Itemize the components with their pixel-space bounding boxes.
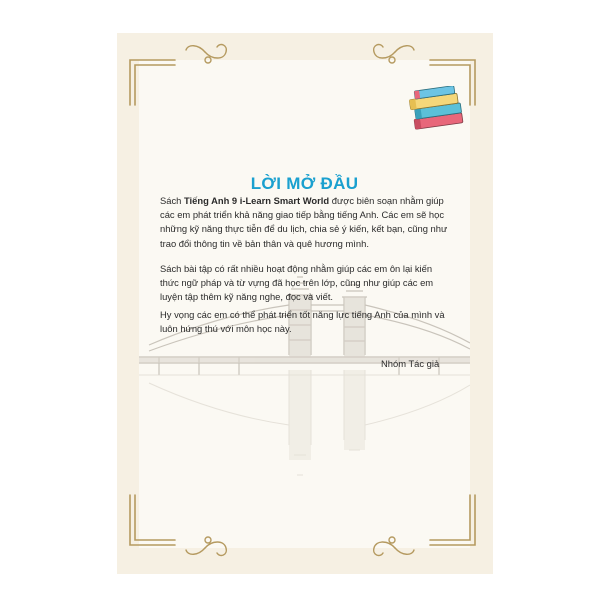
stacked-books-icon xyxy=(407,86,469,134)
intro-prefix: Sách xyxy=(160,195,184,206)
page-title: LỜI MỞ ĐẦU xyxy=(250,174,359,193)
author-signature: Nhóm Tác giả xyxy=(381,358,440,369)
closing-paragraph: Hy vọng các em có thể phát triển tốt năng lực tiếng Anh của mình và luôn hứng thú với môn học này. xyxy=(160,309,445,335)
book-title: Tiếng Anh 9 i-Learn Smart World xyxy=(183,195,330,206)
intro-paragraph xyxy=(160,194,452,251)
intro-suffix: được biên soạn nhằm giúp các em phát triển khả năng giao tiếp bằng tiếng Anh. Các em sẽ học những kỹ năng thực tiễn để du lịch, chia sẻ ý kiến, kết bạn, cũng như trao đổi thông tin về bản thân và quê hương mình. xyxy=(160,195,448,249)
workbook-paragraph: Sách bài tập có rất nhiều hoạt động nhằm giúp các em ôn lại kiến thức ngữ pháp và từ vựng đã học trên lớp, cũng như giúp các em luyện tập thêm kỹ năng nghe, đọc và viết. xyxy=(160,263,434,303)
